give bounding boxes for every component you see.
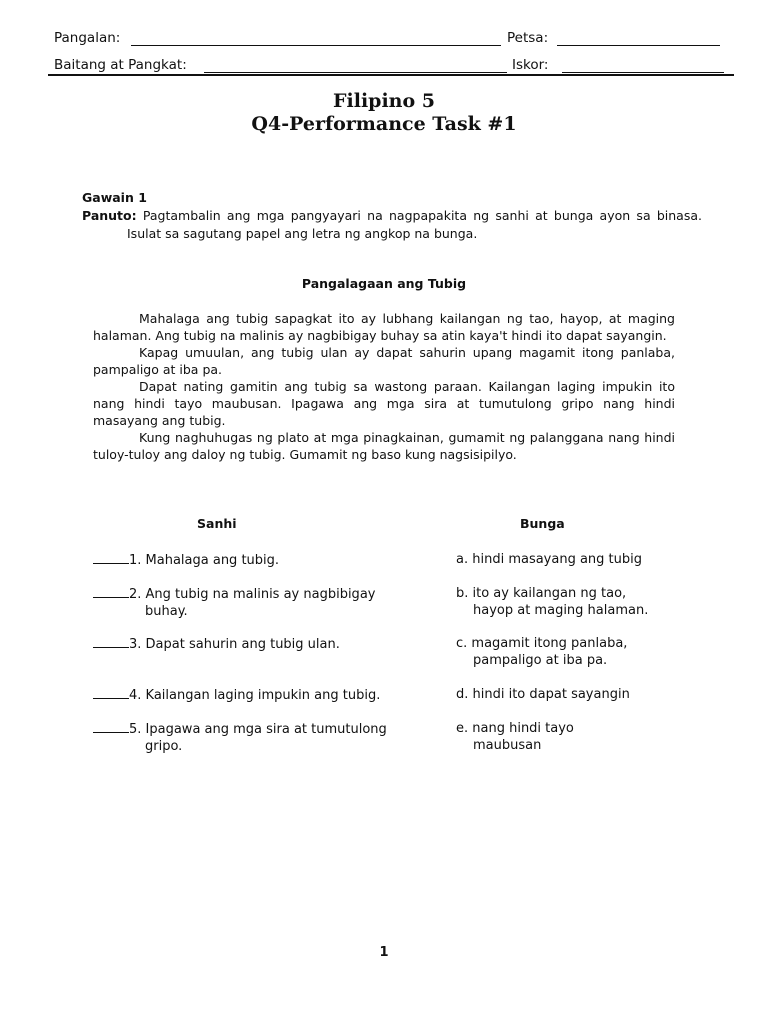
answer-blank-3[interactable] — [93, 635, 129, 648]
sanhi-text: 4. Kailangan laging impukin ang tubig. — [129, 688, 381, 703]
sanhi-text: 5. Ipagawa ang mga sira at tumutulong — [129, 722, 387, 737]
page-number: 1 — [379, 945, 389, 960]
sanhi-text-cont: gripo. — [145, 739, 183, 754]
bunga-item-d — [456, 686, 716, 703]
story-paragraph: Dapat nating gamitin ang tubig sa wastong paraan. Kailangan laging impukin ito nang hindi tayo maubusan. Ipagawa ang mga sira at tumutulong gripo nang hindi masayang ang tubig. — [93, 379, 675, 428]
page-title: Filipino 5 — [333, 90, 435, 112]
story-paragraph: Mahalaga ang tubig sapagkat ito ay lubhang kailangan ng tao, hayop, at maging halaman. Ang tubig na malinis ay nagbibigay buhay sa atin kaya't hindi ito dapat sayangin. — [93, 311, 675, 343]
bunga-text: c. magamit itong panlaba, — [456, 636, 628, 651]
page-subtitle: Q4-Performance Task #1 — [251, 113, 517, 135]
bunga-text: b. ito ay kailangan ng tao, — [456, 586, 627, 601]
score-label: Iskor: — [512, 57, 549, 73]
bunga-item-c — [456, 635, 716, 669]
story-paragraph: Kung naghuhugas ng plato at mga pinagkainan, gumamit ng palanggana nang hindi tuloy-tuloy ang daloy ng tubig. Gumamit ng baso kung nagsisipilyo. — [93, 430, 675, 462]
score-field[interactable] — [562, 72, 724, 73]
name-label: Pangalan: — [54, 30, 121, 46]
sanhi-text-cont: buhay. — [145, 604, 188, 619]
bunga-text: d. hindi ito dapat sayangin — [456, 687, 630, 702]
date-field[interactable] — [557, 45, 720, 46]
answer-blank-1[interactable] — [93, 551, 129, 564]
bunga-item-a — [456, 551, 716, 568]
directions-label: Panuto: — [82, 208, 137, 223]
bunga-text-cont: hayop at maging halaman. — [473, 603, 649, 618]
sanhi-item-3 — [93, 635, 443, 653]
bunga-item-e — [456, 720, 716, 754]
sanhi-header: Sanhi — [197, 516, 237, 531]
answer-blank-2[interactable] — [93, 585, 129, 598]
task-label: Gawain 1 — [82, 190, 147, 205]
answer-blank-4[interactable] — [93, 686, 129, 699]
sanhi-text: 1. Mahalaga ang tubig. — [129, 553, 280, 568]
name-field[interactable] — [131, 45, 501, 46]
story-title: Pangalagaan ang Tubig — [301, 276, 467, 291]
sanhi-item-4 — [93, 686, 443, 704]
story-paragraph: Kapag umuulan, ang tubig ulan ay dapat sahurin upang magamit itong panlaba, pampaligo at iba pa. — [93, 345, 675, 377]
bunga-item-b — [456, 585, 716, 619]
grade-section-field[interactable] — [204, 72, 507, 73]
story-body — [93, 310, 675, 463]
sanhi-text: 2. Ang tubig na malinis ay nagbibigay — [129, 587, 376, 602]
directions-text: Pagtambalin ang mga pangyayari na nagpapakita ng sanhi at bunga ayon sa binasa. Isulat sa sagutang papel ang letra ng angkop na bunga. — [127, 208, 702, 241]
sanhi-text: 3. Dapat sahurin ang tubig ulan. — [129, 637, 340, 652]
directions — [82, 207, 702, 243]
header-divider — [48, 74, 734, 76]
header-row-name-date — [54, 30, 724, 50]
bunga-text-cont: pampaligo at iba pa. — [473, 653, 608, 668]
sanhi-item-2 — [93, 585, 443, 620]
sanhi-item-1 — [93, 551, 443, 569]
grade-section-label: Baitang at Pangkat: — [54, 57, 187, 73]
date-label: Petsa: — [507, 30, 549, 46]
bunga-text-cont: maubusan — [473, 738, 542, 753]
bunga-text: a. hindi masayang ang tubig — [456, 552, 643, 567]
sanhi-item-5 — [93, 720, 443, 755]
bunga-text: e. nang hindi tayo — [456, 721, 574, 736]
answer-blank-5[interactable] — [93, 720, 129, 733]
bunga-header: Bunga — [520, 516, 565, 531]
